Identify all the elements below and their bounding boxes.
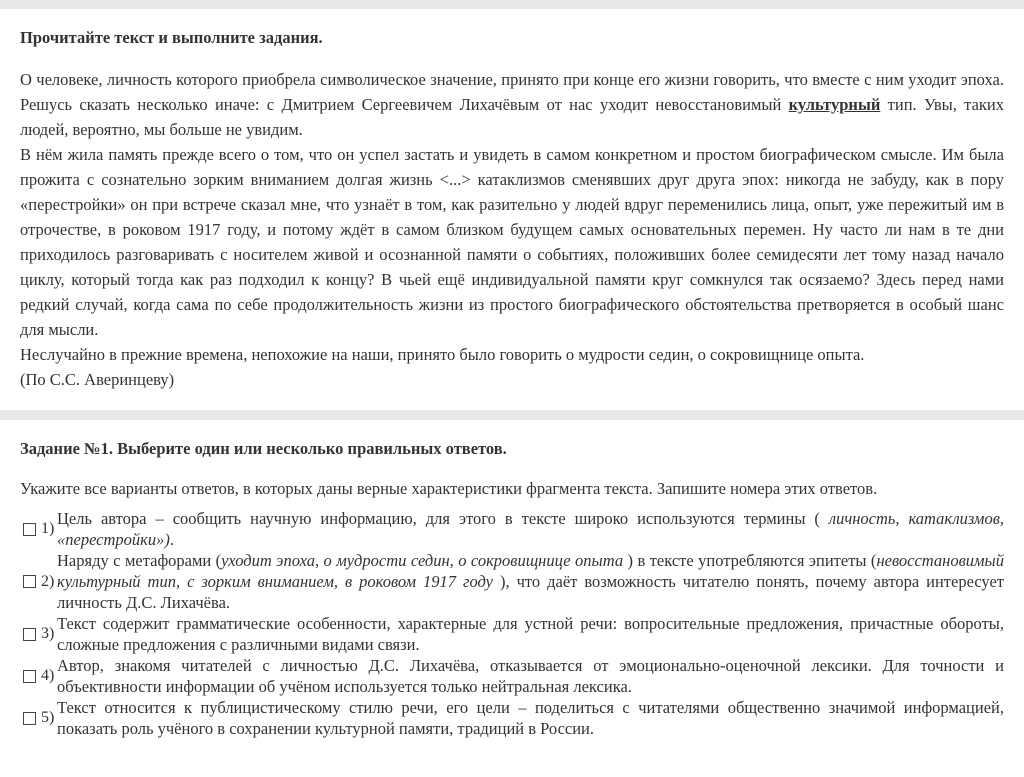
answer-checkbox-4[interactable] — [23, 670, 36, 683]
option-text — [57, 508, 1004, 550]
task-heading: Задание №1. Выберите один или несколько правильных ответов. — [20, 439, 507, 458]
option-text: Автор, знакомя читателей с личностью Д.С. Лихачёва, отказывается от эмоционально-оценочной лексики. Для точности и объективности информации об учёном используется только нейтральная лексика. — [57, 656, 1004, 696]
option-italic-part: личность, катаклизмов, «перестройки») — [57, 509, 1004, 549]
paragraph-2: В нём жила память прежде всего о том, что он успел застать и увидеть в самом конкретном и простом биографическом смысле. Им была прожита с сознательно зорким вниманием долгая жизнь <...> катаклизмов сменявших друг друга эпох: никогда не забуду, как в пору «перестройки» он при встрече сказал мне, что узнаёт в том, как разительно у людей вдруг переменились лица, опыт, уже пережитый им в отрочестве, в роковом 1917 году, и потому ждёт в самом близком будущем самых основательных перемен. Ну часто ли нам в те дни приходилось разговаривать с носителем живой и осознанной памяти о событиях, положивших более семидесяти лет тому назад начало циклу, который тогда как раз подходил к концу? В чьей ещё индивидуальной памяти круг сомкнулся так осязаемо? Здесь перед нами редкий случай, когда сама по себе продолжительность жизни из простого биографического обстоятельства претворяется в особый шанс для мысли. — [20, 145, 1004, 339]
text-heading: Прочитайте текст и выполните задания. — [20, 28, 323, 47]
option-number: 2) — [41, 572, 55, 590]
paragraph-1 — [20, 67, 1004, 142]
option-number: 5) — [41, 709, 55, 726]
option-text: Текст содержит грамматические особенности, характерные для устной речи: вопросительные предложения, причастные обороты, сложные предложения с различными видами связи. — [57, 614, 1004, 654]
option-number: 3) — [41, 625, 55, 642]
task-instruction: Укажите все варианты ответов, в которых даны верные характеристики фрагмента текста. Запишите номера этих ответов. — [20, 479, 878, 498]
section-divider-band — [0, 410, 1024, 420]
option-text: Текст относится к публицистическому стилю речи, его цели – поделиться с читателями общественно значимой информацией, показать роль учёного в сохранении культурной памяти, традиций в России. — [57, 698, 1004, 738]
option-text-part: Наряду с метафорами ( — [57, 551, 222, 570]
option-text-part: Цель автора – сообщить научную информацию, для этого в тексте широко используются термины ( — [57, 509, 829, 528]
answer-option-3 — [20, 613, 1004, 655]
answer-checkbox-1[interactable] — [23, 523, 36, 536]
paragraph-1-end: тип. Увы, таких людей, вероятно, мы больше не увидим. — [20, 95, 1005, 139]
underlined-word: культурный — [788, 95, 881, 114]
reading-text — [20, 67, 1004, 392]
option-italic-part: уходит эпоха, о мудрости седин, о сокровищнице опыта — [221, 551, 624, 570]
answer-checkbox-2[interactable] — [23, 575, 36, 588]
option-text-part: ), что даёт возможность читателю понять, почему автора интересует личность Д.С. Лихачёва. — [57, 572, 1004, 612]
answer-option-4 — [20, 655, 1004, 697]
task-section — [0, 439, 1024, 739]
answer-option-2 — [20, 550, 1004, 613]
text-section — [0, 28, 1024, 392]
option-text-part: ) в тексте употребляются эпитеты ( — [623, 551, 877, 570]
option-number: 4) — [41, 667, 55, 684]
text-source: (По С.С. Аверинцеву) — [20, 370, 175, 389]
top-band — [0, 0, 1024, 9]
option-italic-part: невосстановимый культурный тип, с зорким вниманием, в роковом 1917 году — [57, 551, 1004, 591]
answer-checkbox-3[interactable] — [23, 628, 36, 641]
answer-option-1 — [20, 508, 1004, 550]
answer-options — [20, 508, 1004, 739]
paragraph-3: Неслучайно в прежние времена, непохожие на наши, принято было говорить о мудрости седин, о сокровищнице опыта. — [20, 345, 865, 364]
option-text-part: . — [169, 530, 175, 549]
answer-checkbox-5[interactable] — [23, 712, 36, 725]
answer-option-5 — [20, 697, 1004, 739]
option-text — [57, 550, 1004, 613]
option-number: 1) — [41, 520, 55, 537]
paragraph-1-start: О человеке, личность которого приобрела символическое значение, принято при конце его жизни говорить, что вместе с ним уходит эпоха. Решусь сказать несколько иначе: с Дмитрием Сергеевичем Лихачёвым от нас уходит невосстановимый — [20, 70, 1004, 114]
